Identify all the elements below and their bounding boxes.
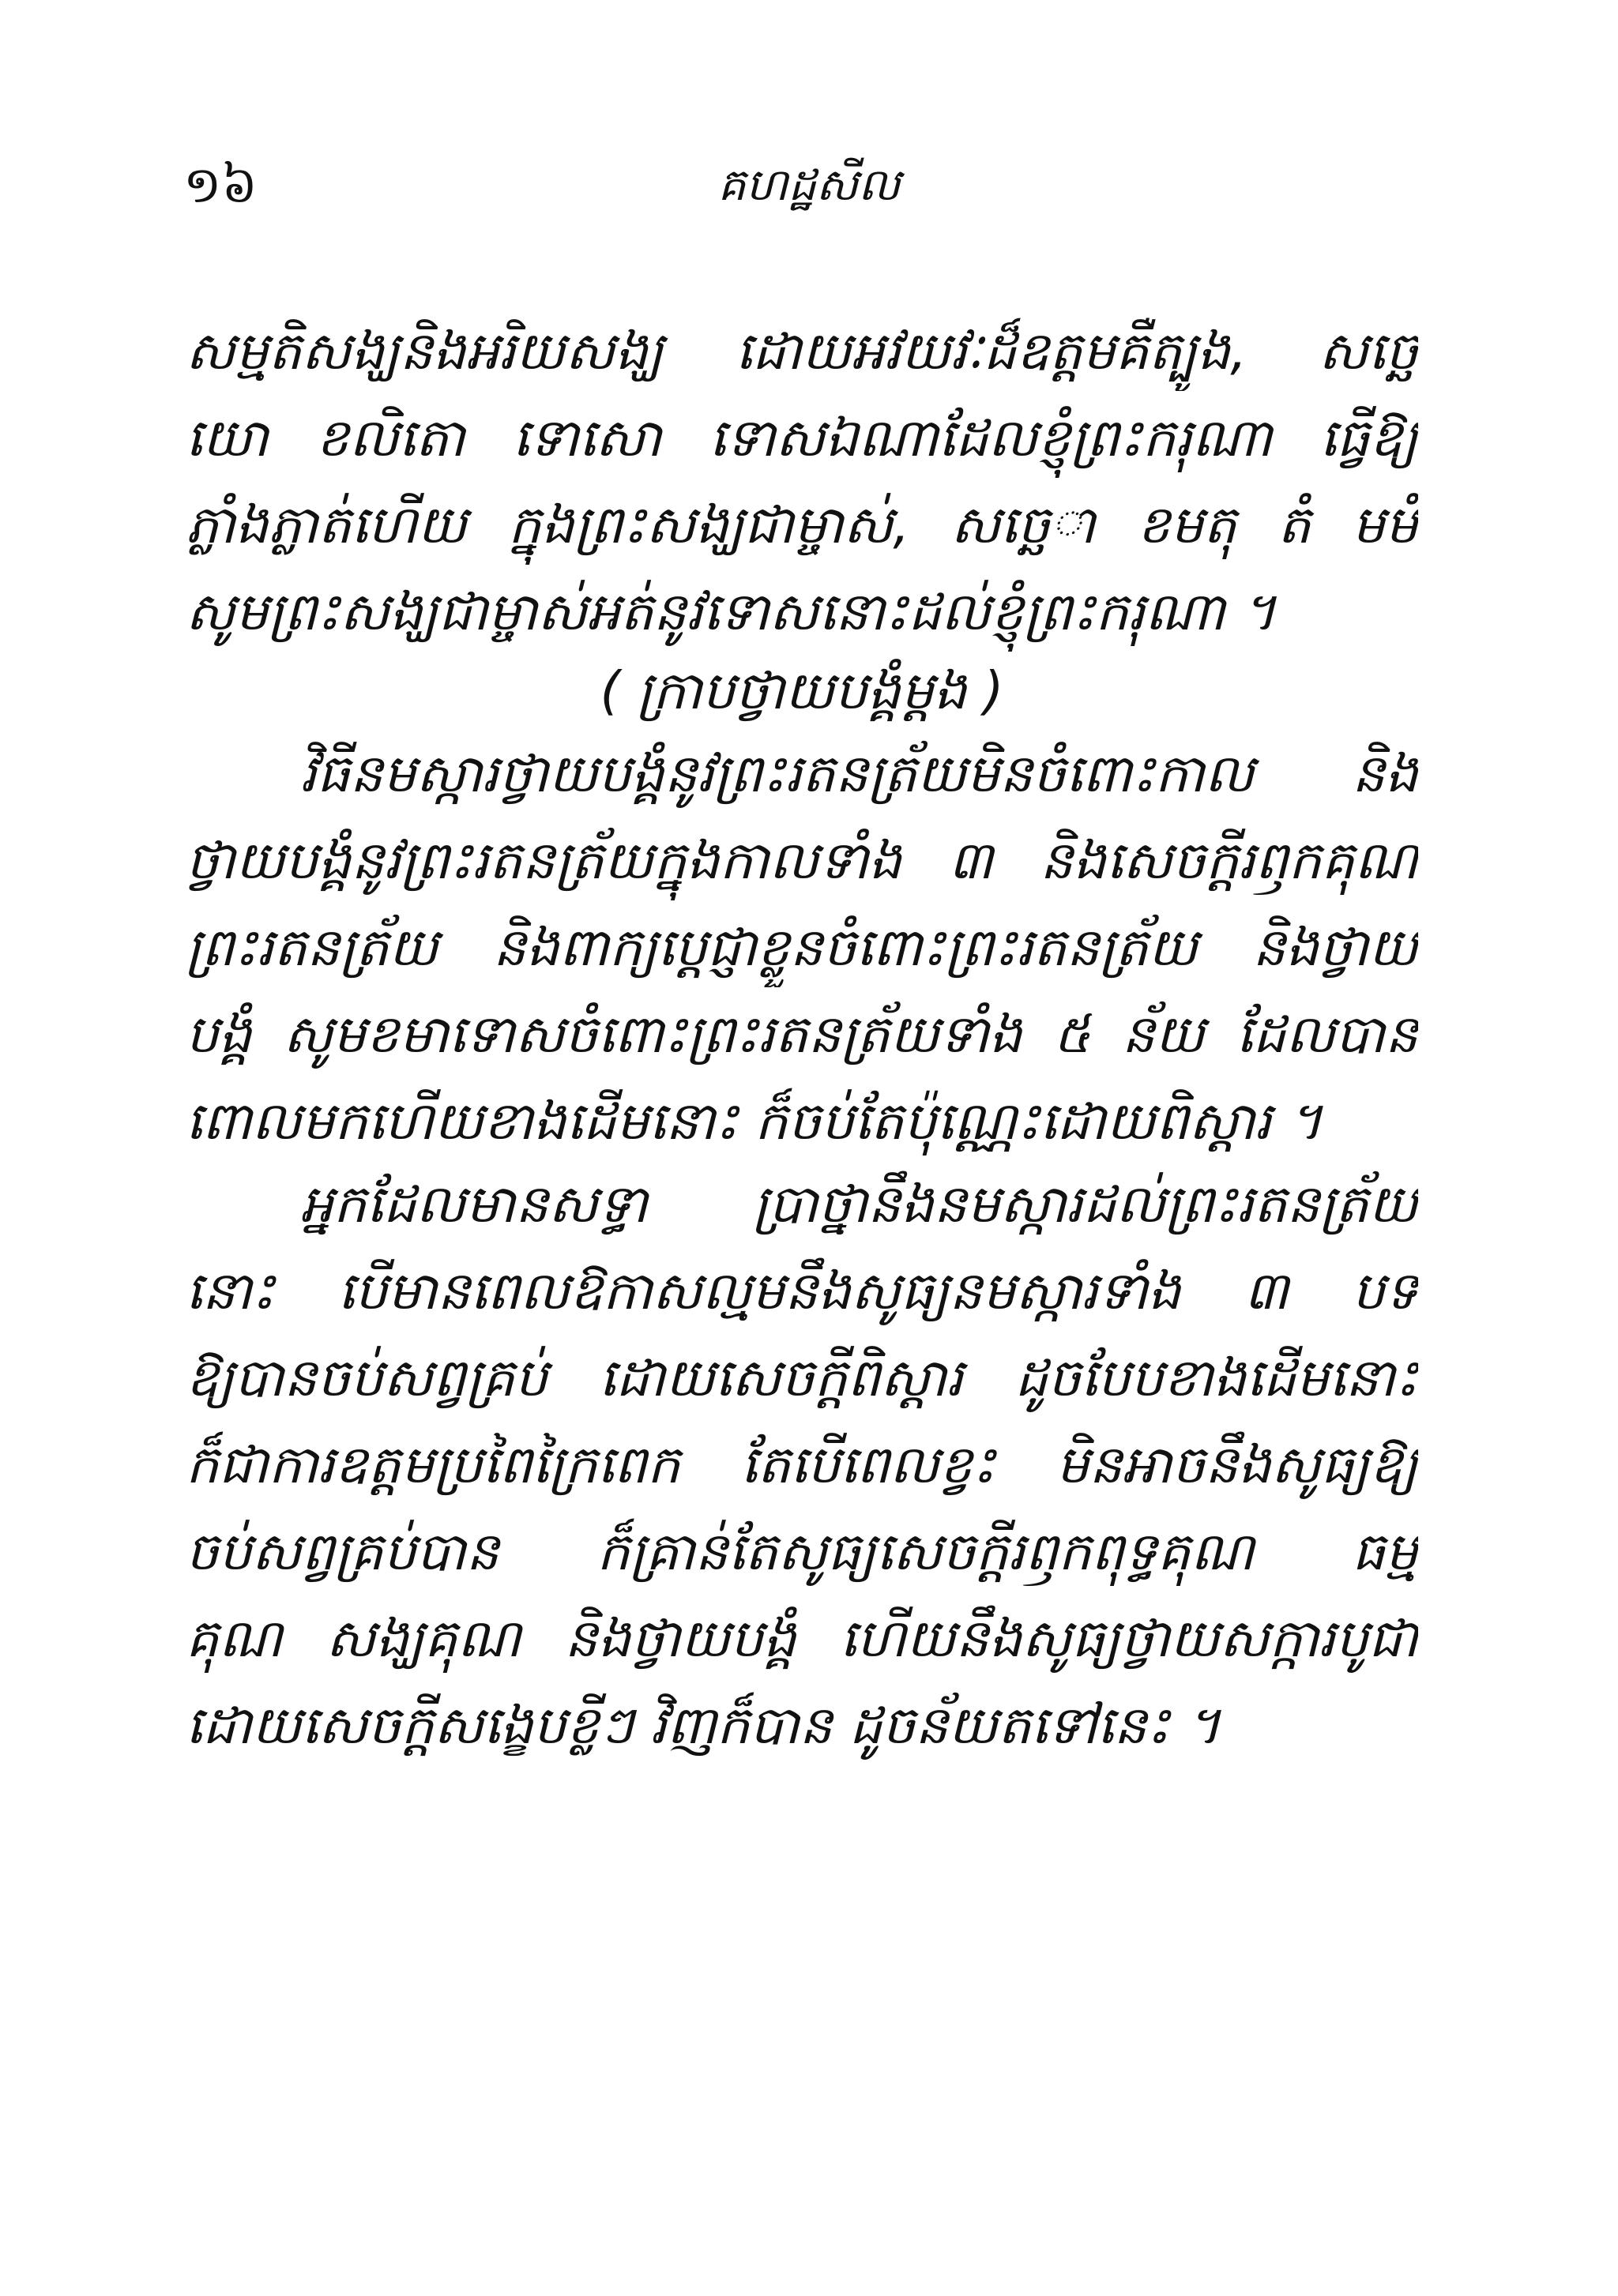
text-line: ភ្លាំងភ្លាត់ហើយ ក្នុងព្រះសង្ឃជាម្ចាស់, សចេ្ឆា ខមតុ តំ មមំ: [186, 494, 1418, 555]
text-line: សូមព្រះសង្ឃជាម្ចាស់អត់នូវទោសនោះដល់ខ្ញុំព្រះករុណា ។: [186, 581, 1277, 642]
text-line: ក៏ជាការឧត្តមប្រពៃក្រៃពេក តែបើពេលខ្វះ មិនអាចនឹងសូធ្យឱ្យ: [186, 1434, 1418, 1495]
text-line: សម្មតិសង្ឃនិងអរិយសង្ឃ ដោយអវយវៈដ៏ឧត្តមគឺត្បូង, សចេ្ឆ: [186, 321, 1418, 381]
text-line: យោ ខលិតោ ទោសោ ទោសឯណាដែលខ្ញុំព្រះករុណា ធ្វើឱ្យ: [186, 408, 1418, 468]
page-header: [0, 150, 1618, 221]
centered-note: ( ក្រាបថ្វាយបង្គំម្តង ): [600, 660, 1004, 721]
text-line: ឱ្យបានចប់សព្វគ្រប់ ដោយសេចក្តីពិស្ដារ ដូចបែបខាងដើមនោះ: [186, 1347, 1418, 1408]
text-line: ព្រះរតនត្រ័យ និងពាក្យប្ដេជ្ញាខ្លួនចំពោះព្រះរតនត្រ័យ និងថ្វាយ: [186, 917, 1418, 978]
text-line: នោះ បើមានពេលឱកាសល្មមនឹងសូធ្យនមស្ការទាំង ៣ បទ: [186, 1261, 1418, 1321]
text-line: ដោយសេចក្តីសង្ខេបខ្លីៗ វិញក៏បាន ដូចន័យតទៅនេះ ។: [186, 1695, 1221, 1756]
text-line: គុណ សង្ឃគុណ និងថ្វាយបង្គំ ហើយនឹងសូធ្យថ្វាយសក្ការបូជា: [186, 1608, 1418, 1669]
paragraph-start-line: អ្នកដែលមានសទ្ធា ប្រាថ្នានឹងនមស្ការដល់ព្រះរតនត្រ័យ: [300, 1174, 1418, 1234]
page-number: ១៦: [183, 156, 258, 215]
text-line: ថ្វាយបង្គំនូវព្រះរតនត្រ័យក្នុងកាលទាំង ៣ និងសេចក្តីរឭកគុណ: [186, 830, 1418, 891]
text-line: បង្គំ សូមខមាទោសចំពោះព្រះរតនត្រ័យទាំង ៥ ន័យ ដែលបាន: [186, 1004, 1418, 1065]
running-title: គហដ្ឋសីល: [717, 160, 901, 211]
text-line: ពោលមកហើយខាងដើមនោះ ក៏ចប់តែប៉ុណ្ណេះដោយពិស្ដារ ។: [186, 1091, 1323, 1152]
paragraph-start-line: វិធីនមស្ការថ្វាយបង្គំនូវព្រះរតនត្រ័យមិនចំពោះកាល និង: [300, 743, 1418, 804]
text-line: ចប់សព្វគ្រប់បាន ក៏គ្រាន់តែសូធ្យសេចក្តីរឭកពុទ្ធគុណ ធម្ម: [186, 1521, 1418, 1582]
